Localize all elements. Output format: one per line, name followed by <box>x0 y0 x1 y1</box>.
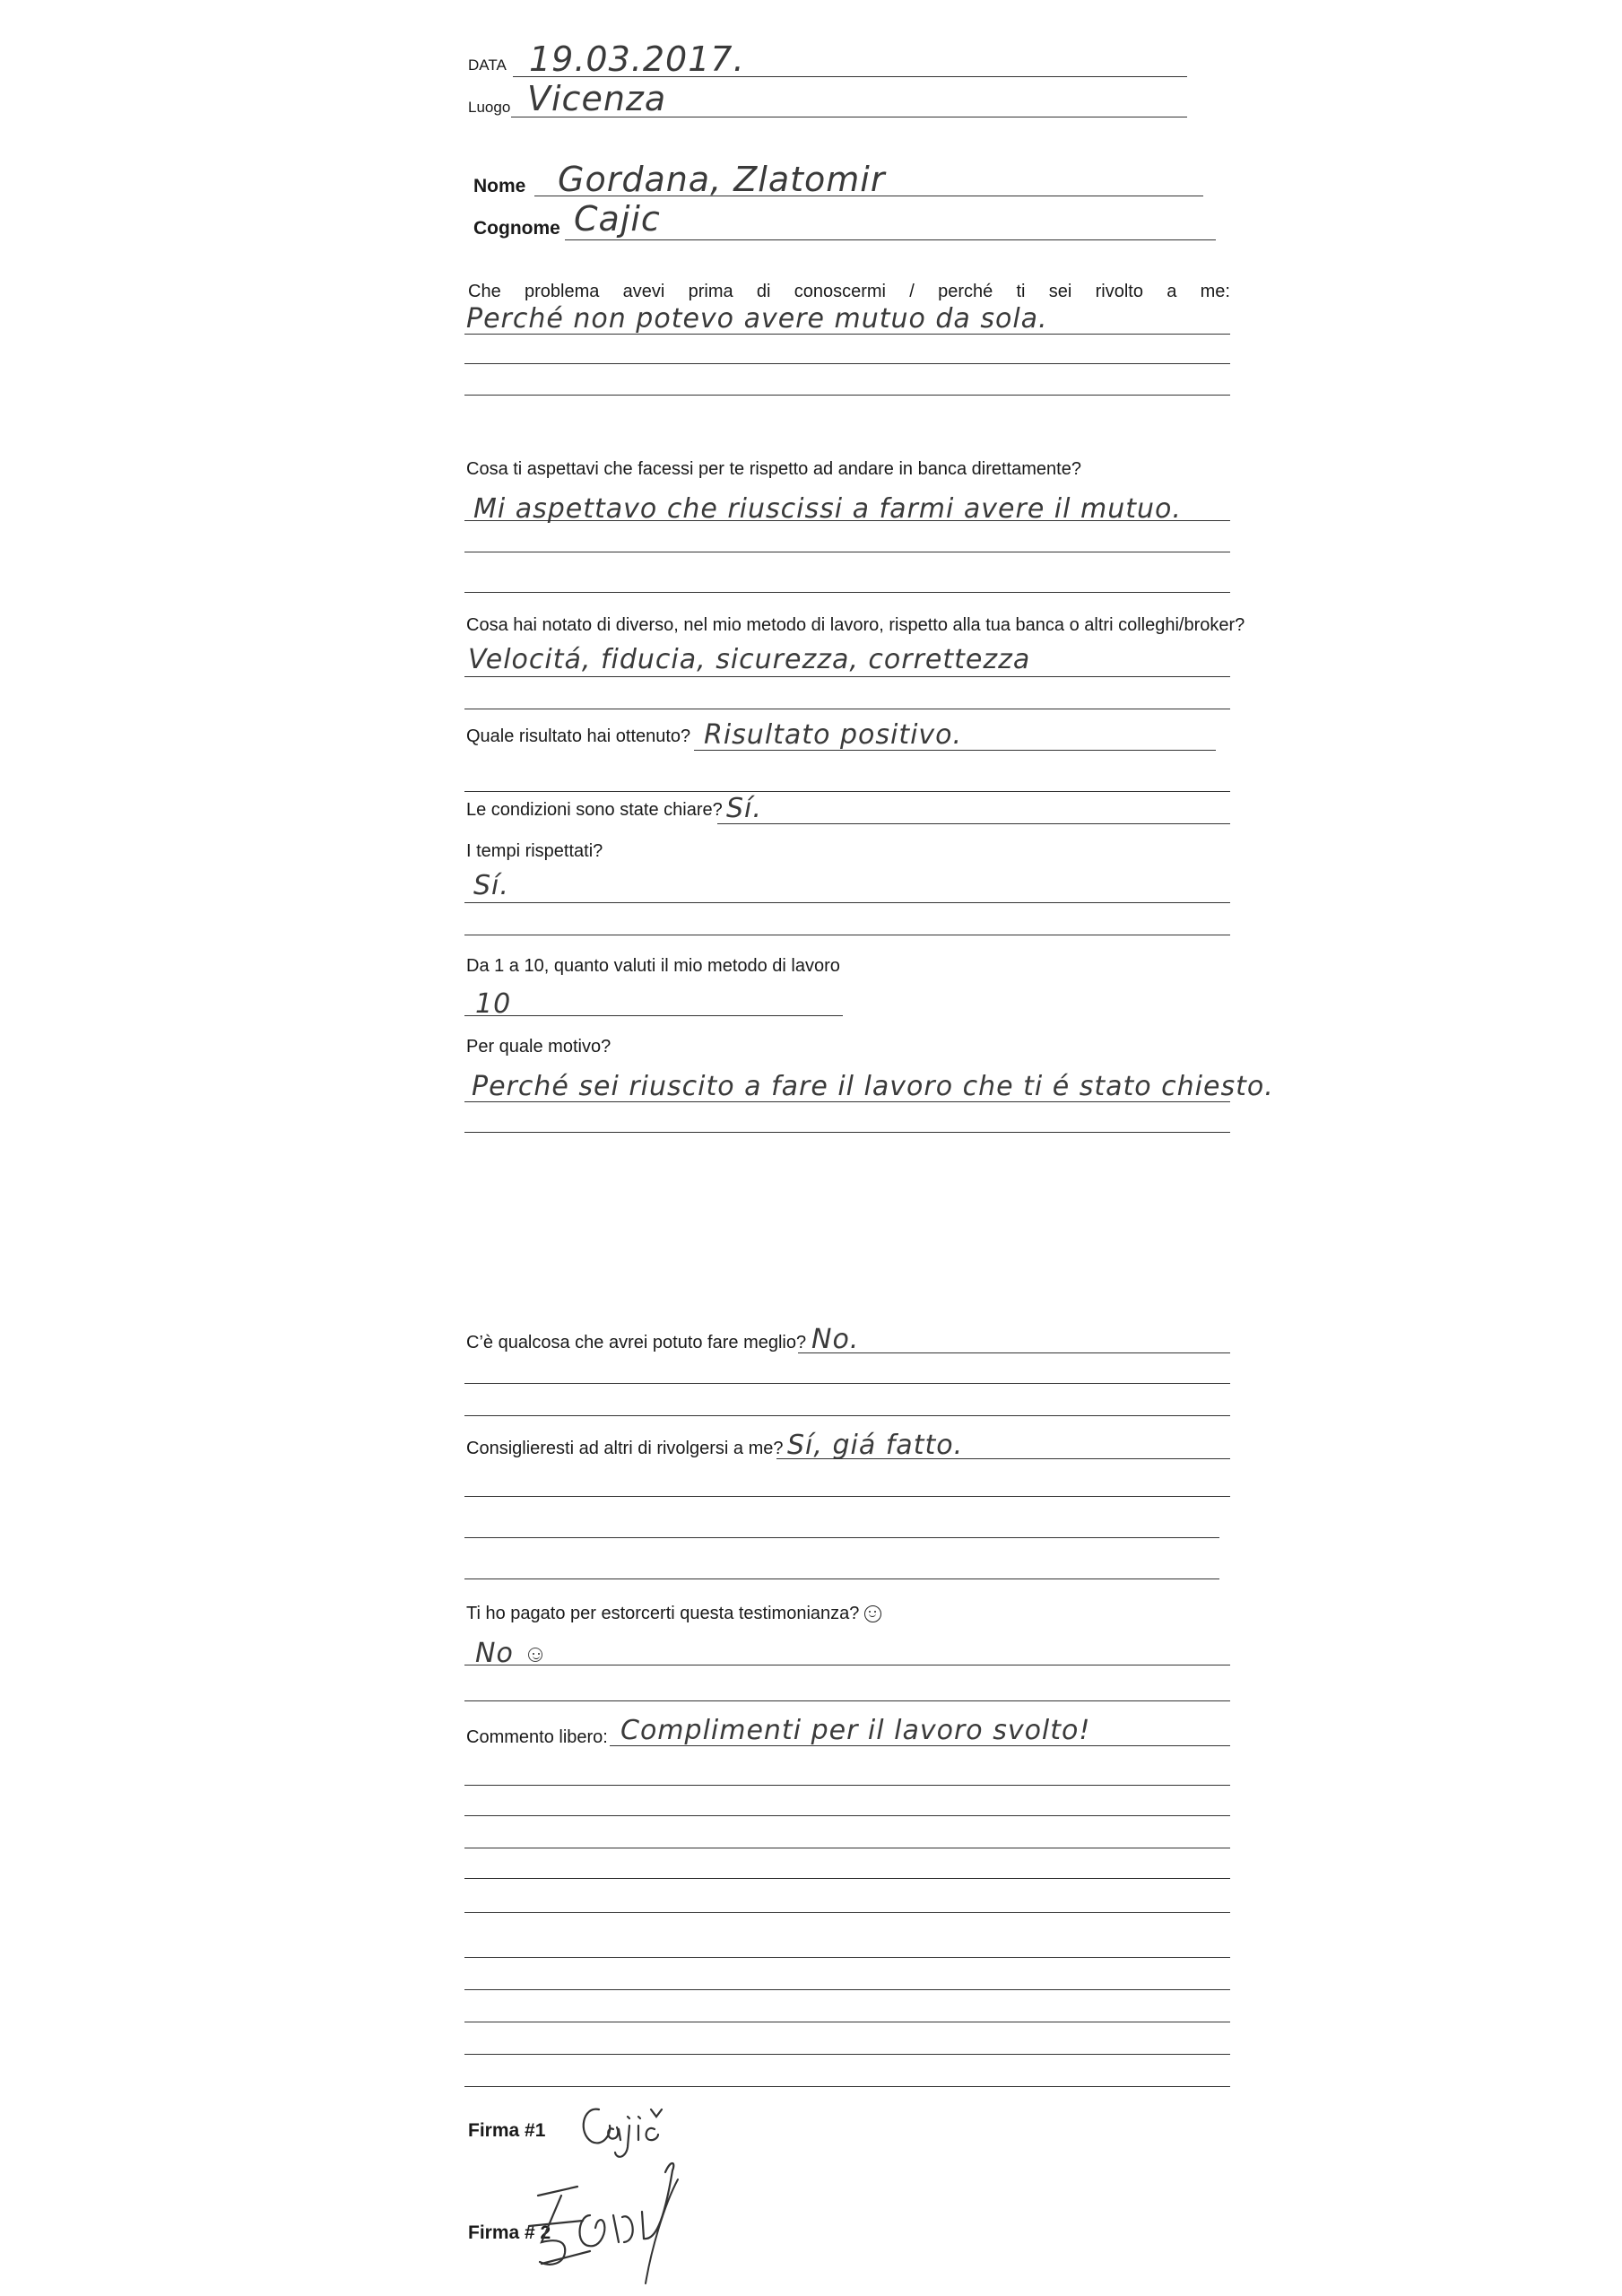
answer-line <box>464 1537 1219 1538</box>
answer-line <box>798 1352 1230 1353</box>
answer-line <box>464 1015 843 1016</box>
surname-line <box>565 239 1216 240</box>
question-result: Quale risultato hai ottenuto? <box>466 726 691 746</box>
question-comment: Commento libero: <box>466 1727 608 1747</box>
surname-label: Cognome <box>473 218 560 239</box>
answer-expectation: Mi aspettavo che riuscissi a farmi avere il mutuo. <box>473 493 1182 525</box>
answer-line <box>464 1815 1230 1816</box>
question-reason: Per quale motivo? <box>466 1037 612 1057</box>
date-label: DATA <box>468 57 507 74</box>
question-recommend: Consiglieresti ad altri di rivolgersi a me? <box>466 1439 784 1458</box>
answer-timing: Sí. <box>473 870 509 901</box>
answer-line <box>694 750 1216 751</box>
name-label: Nome <box>473 176 526 196</box>
answer-line <box>464 2086 1230 2087</box>
question-timing: I tempi rispettati? <box>466 841 603 861</box>
place-label: Luogo <box>468 99 511 116</box>
answer-recommend: Sí, giá fatto. <box>787 1430 964 1461</box>
answer-line <box>464 1989 1230 1990</box>
answer-line <box>464 520 1230 521</box>
date-line <box>513 76 1187 77</box>
answer-rating: 10 <box>475 988 512 1020</box>
answer-reason: Perché sei riuscito a fare il lavoro che ti é stato chiesto. <box>472 1071 1274 1102</box>
question-expectation: Cosa ti aspettavi che facessi per te rispetto ad andare in banca direttamente? <box>466 459 1081 479</box>
answer-line <box>464 1785 1230 1786</box>
answer-line <box>464 1496 1230 1497</box>
answer-improve: No. <box>811 1324 860 1355</box>
answer-conditions: Sí. <box>726 793 762 824</box>
smiley-icon <box>864 1605 881 1622</box>
smiley-icon <box>528 1648 542 1662</box>
surname-value: Cajic <box>574 199 661 239</box>
answer-line <box>464 1578 1219 1579</box>
date-value: 19.03.2017. <box>529 39 745 79</box>
signature-1-label: Firma #1 <box>468 2120 546 2141</box>
name-value: Gordana, Zlatomir <box>558 160 886 199</box>
answer-line <box>464 363 1230 364</box>
answer-line <box>464 1415 1230 1416</box>
place-value: Vicenza <box>527 79 667 118</box>
question-paid: Ti ho pagato per estorcerti questa testimonianza? <box>466 1604 881 1624</box>
answer-line <box>776 1458 1230 1459</box>
answer-line <box>464 1132 1230 1133</box>
answer-difference: Velocitá, fiducia, sicurezza, correttezza <box>468 644 1031 675</box>
answer-result: Risultato positivo. <box>704 719 963 751</box>
answer-line <box>464 902 1230 903</box>
answer-line <box>464 676 1230 677</box>
question-rating: Da 1 a 10, quanto valuti il mio metodo di lavoro <box>466 956 840 976</box>
question-conditions: Le condizioni sono state chiare? <box>466 800 723 820</box>
question-difference: Cosa hai notato di diverso, nel mio metodo di lavoro, rispetto alla tua banca o altri colleghi/broker? <box>466 615 1245 635</box>
answer-line <box>464 791 1230 792</box>
answer-line <box>717 823 1230 824</box>
answer-paid: No <box>475 1638 542 1669</box>
answer-line <box>464 395 1230 396</box>
answer-line <box>464 1878 1230 1879</box>
answer-comment: Complimenti per il lavoro svolto! <box>620 1715 1091 1746</box>
answer-line <box>464 1957 1230 1958</box>
question-problem: Che problema avevi prima di conoscermi / perché ti sei rivolto a me: <box>468 282 1230 301</box>
answer-line <box>464 1912 1230 1913</box>
answer-line <box>464 592 1230 593</box>
answer-line <box>610 1745 1230 1746</box>
question-improve: C’è qualcosa che avrei potuto fare meglio? <box>466 1333 807 1352</box>
signature-2-label: Firma # 2 <box>468 2222 551 2243</box>
answer-line <box>464 1383 1230 1384</box>
answer-line <box>464 2054 1230 2055</box>
answer-line <box>464 334 1230 335</box>
signature-2 <box>520 2152 690 2287</box>
answer-problem: Perché non potevo avere mutuo da sola. <box>466 303 1048 335</box>
answer-line <box>464 1700 1230 1701</box>
answer-line <box>464 1101 1230 1102</box>
